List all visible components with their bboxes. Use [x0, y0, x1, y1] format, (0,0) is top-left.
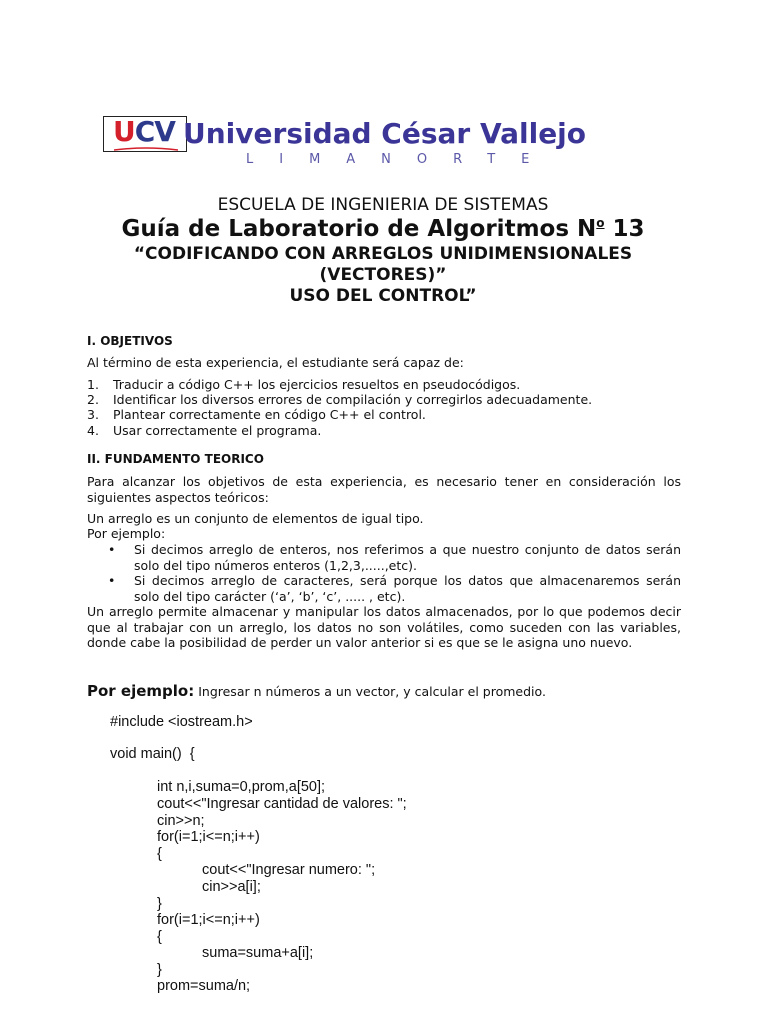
objectives-intro: Al término de esta experiencia, el estudiante será capaz de: — [87, 355, 464, 370]
ucv-logo: UCV — [113, 115, 175, 148]
campus-name: LIMANORTE — [246, 152, 556, 167]
logo-swoosh-icon — [114, 146, 178, 152]
code-line: cin>>n; — [157, 813, 205, 829]
example-heading: Por ejemplo: Ingresar n números a un vector, y calcular el promedio. — [87, 682, 546, 700]
theory-paragraph-4: Un arreglo permite almacenar y manipular los datos almacenados, por lo que podemos decir que al trabajar con un arreglo, los datos no son volátiles, como suceden con las variables, donde cabe la posibilidad de perder un valor anterior si es que se le asigna uno nuevo. — [87, 604, 681, 650]
code-line: suma=suma+a[i]; — [202, 945, 314, 961]
subtitle-line-3: USO DEL CONTROL” — [289, 286, 477, 306]
subtitle-line-2: (VECTORES)” — [319, 265, 447, 285]
theory-heading: II. FUNDAMENTO TEORICO — [87, 452, 264, 466]
code-line: #include <iostream.h> — [110, 714, 253, 730]
code-line: { — [157, 929, 162, 945]
code-line: { — [157, 846, 162, 862]
theory-paragraph-3: Por ejemplo: — [87, 526, 166, 541]
bullet-icon: • — [108, 542, 116, 557]
list-item: • Si decimos arreglo de caracteres, será porque los datos que almacenaremos serán solo del tipo carácter (‘a’, ‘b’, ‘c’, ..... , etc). — [108, 573, 681, 604]
objective-item: 3. Plantear correctamente en código C++ el control. — [87, 407, 426, 422]
theory-paragraph-1: Para alcanzar los objetivos de esta experiencia, es necesario tener en consideración los siguientes aspectos teóricos: — [87, 474, 681, 505]
objectives-heading: I. OBJETIVOS — [87, 334, 173, 348]
code-line: for(i=1;i<=n;i++) — [157, 829, 260, 845]
objective-item: 2. Identificar los diversos errores de compilación y corregirlos adecuadamente. — [87, 392, 593, 407]
code-line: cout<<"Ingresar numero: "; — [202, 862, 376, 878]
code-line: prom=suma/n; — [157, 978, 251, 994]
list-item: • Si decimos arreglo de enteros, nos referimos a que nuestro conjunto de datos serán solo del tipo números enteros (1,2,3,.....,etc). — [108, 542, 681, 573]
bullet-icon: • — [108, 573, 116, 588]
code-line: } — [157, 962, 162, 978]
code-line: cin>>a[i]; — [202, 879, 261, 895]
school-title: ESCUELA DE INGENIERIA DE SISTEMAS — [217, 195, 549, 215]
objective-item: 1. Traducir a código C++ los ejercicios resueltos en pseudocódigos. — [87, 377, 521, 392]
subtitle-line-1: “CODIFICANDO CON ARREGLOS UNIDIMENSIONALES — [133, 244, 633, 264]
code-line: int n,i,suma=0,prom,a[50]; — [157, 779, 326, 795]
theory-paragraph-2: Un arreglo es un conjunto de elementos de igual tipo. — [87, 511, 424, 526]
guide-title: Guía de Laboratorio de Algoritmos $N^o$ 13 — [121, 216, 645, 242]
university-name: Universidad César Vallejo — [183, 117, 587, 150]
objective-item: 4. Usar correctamente el programa. — [87, 423, 322, 438]
code-line: cout<<"Ingresar cantidad de valores: "; — [157, 796, 407, 812]
code-line: for(i=1;i<=n;i++) — [157, 912, 260, 928]
code-line: void main() { — [110, 746, 195, 762]
code-line: } — [157, 896, 162, 912]
